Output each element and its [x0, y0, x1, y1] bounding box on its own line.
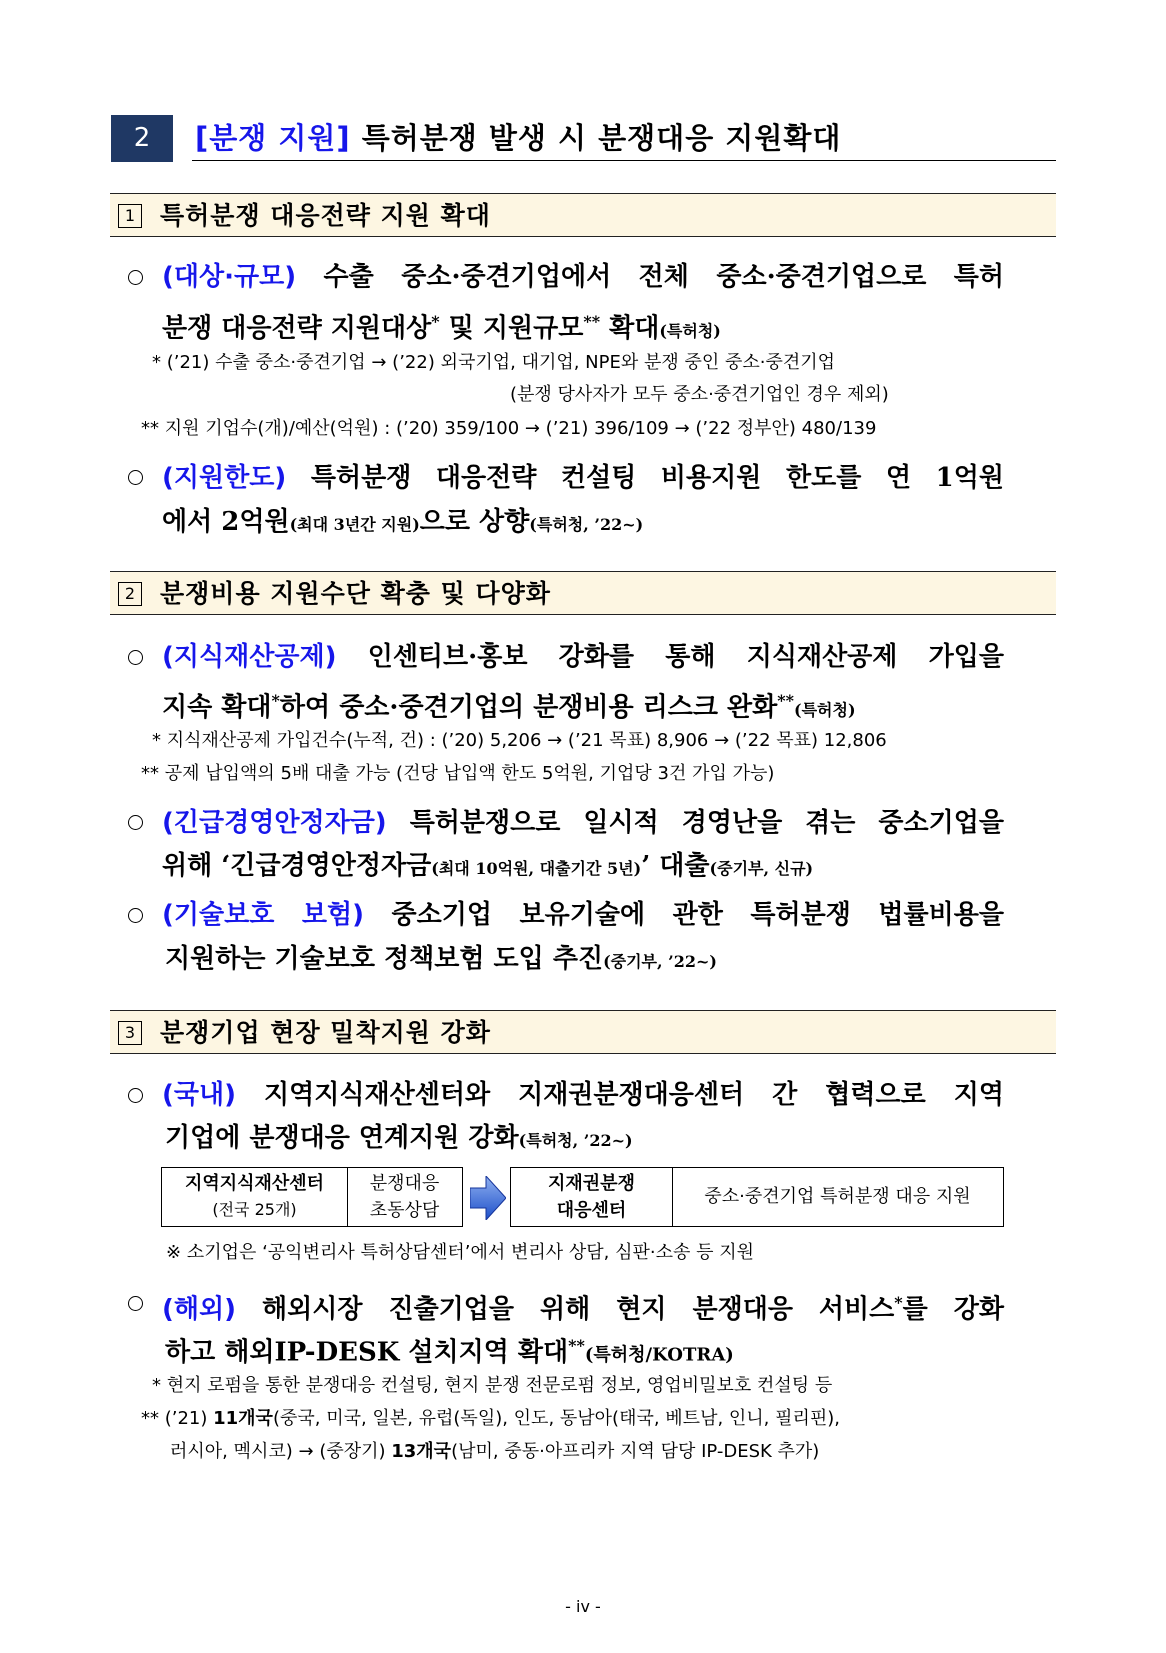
bullet-source: (특허청/KOTRA) — [584, 1344, 734, 1366]
paragraph-line — [165, 937, 717, 984]
bullet-text: 확대 — [600, 313, 660, 344]
flow-box-dispute-center — [510, 1167, 1004, 1227]
footnote: * (’21) 수출 중소·중견기업 → (’22) 외국기업, 대기업, NPE와 분쟁 중인 중소·중견기업 — [152, 352, 836, 373]
footnote-text: ** (’21) — [141, 1408, 214, 1429]
page-title — [195, 115, 841, 162]
footnote-mark: ** — [568, 1336, 585, 1355]
bullet-source: (중기부, 신규) — [709, 859, 814, 878]
section-number-badge: 2 — [111, 115, 173, 162]
bullet-text: 중소기업 보유기술에 관한 특허분쟁 법률비용을 — [364, 900, 1004, 930]
paragraph-line — [162, 679, 856, 733]
flow-label: 지역지식재산센터 — [184, 1173, 325, 1194]
bullet-text: 으로 상향 — [419, 507, 530, 537]
page-title-keyword: [분쟁 지원] — [195, 121, 351, 155]
section-title: 특허분쟁 대응전략 지원 확대 — [160, 201, 491, 230]
bullet-text: 지속 확대 — [162, 692, 272, 723]
footnote: * 현지 로펌을 통한 분쟁대응 컨설팅, 현지 분쟁 전문로펌 정보, 영업비밀보호 컨설팅 등 — [152, 1375, 833, 1396]
paragraph-line — [165, 1116, 633, 1163]
footnote: ** 공제 납입액의 5배 대출 가능 (건당 납입액 한도 5억원, 기업당 3건 가입 가능) — [141, 763, 775, 784]
section-number: 1 — [118, 204, 142, 228]
footnote — [141, 1406, 840, 1432]
bullet-circle — [128, 650, 143, 665]
paragraph-line — [162, 300, 721, 354]
flow-result: 중소·중견기업 특허분쟁 대응 지원 — [704, 1186, 971, 1207]
section-number: 2 — [118, 582, 142, 606]
paragraph-line — [162, 801, 1004, 845]
bullet-text: 및 지원규모 — [439, 313, 584, 344]
bullet-keyword: (대상·규모) — [162, 262, 297, 292]
bullet-text: 지역지식재산센터와 지재권분쟁대응센터 간 협력으로 지역 — [236, 1080, 1004, 1110]
bullet-text: 하고 해외IP-DESK 설치지역 확대 — [165, 1337, 569, 1368]
bullet-keyword: (국내) — [162, 1080, 236, 1110]
bullet-circle — [128, 1296, 143, 1311]
bullet-note: (최대 3년간 지원) — [289, 515, 420, 534]
section-header-1 — [110, 193, 1056, 237]
bullet-text: 위해 ‘긴급경영안정자금 — [162, 851, 432, 881]
footnote-text: 러시아, 멕시코) → (중장기) — [170, 1441, 392, 1462]
footnote-bold: 11개국 — [213, 1408, 273, 1429]
bullet-text: 인센티브·홍보 강화를 통해 지식재산공제 가입을 — [336, 642, 1004, 672]
paragraph-line — [162, 1073, 1004, 1117]
bullet-text: 수출 중소·중견기업에서 전체 중소·중견기업으로 특허 — [296, 262, 1004, 292]
bullet-source: (특허청, ’22~) — [518, 1131, 633, 1150]
footnote: * 지식재산공제 가입건수(누적, 건) : (’20) 5,206 → (’21 목표) 8,906 → (’22 목표) 12,806 — [152, 730, 887, 751]
bullet-source: (중기부, ’22~) — [603, 952, 717, 971]
footnote-mark: * — [431, 312, 440, 331]
flow-box-regional-center — [161, 1167, 463, 1227]
footnote-mark: * — [894, 1293, 903, 1312]
footnote — [170, 1439, 819, 1465]
footnote-bold: 13개국 — [391, 1441, 452, 1462]
flow-cell — [162, 1168, 348, 1226]
paragraph-line — [165, 1324, 734, 1378]
paragraph-line — [162, 255, 1004, 299]
bullet-text: 를 강화 — [902, 1294, 1004, 1325]
footnote-mark: ** — [777, 691, 794, 710]
bullet-text: 분쟁 대응전략 지원대상 — [162, 313, 432, 344]
flow-label: 초동상담 — [369, 1200, 440, 1221]
paragraph-line — [162, 456, 1004, 500]
footnote-mark: * — [271, 691, 280, 710]
bullet-circle — [128, 815, 143, 830]
flow-cell — [348, 1168, 461, 1226]
bullet-keyword: (지식재산공제) — [162, 642, 337, 672]
bullet-keyword: (긴급경영안정자금) — [162, 808, 387, 838]
section-header-2 — [110, 571, 1056, 615]
footnote: (분쟁 당사자가 모두 중소·중견기업인 경우 제외) — [510, 384, 889, 405]
section-header-3 — [110, 1010, 1056, 1054]
bullet-text: ’ 대출 — [641, 851, 710, 881]
bullet-text: 하여 중소·중견기업의 분쟁비용 리스크 완화 — [279, 692, 778, 723]
bullet-keyword: (해외) — [162, 1294, 236, 1325]
flow-sublabel: (전국 25개) — [212, 1200, 297, 1219]
bullet-text: 해외시장 진출기업을 위해 현지 분쟁대응 서비스 — [236, 1294, 895, 1325]
bullet-keyword: (기술보호 보험) — [162, 900, 364, 930]
paragraph-line — [162, 500, 643, 547]
bullet-source: (특허청, ’22~) — [529, 515, 644, 534]
footnote-text: (중국, 미국, 일본, 유럽(독일), 인도, 동남아(태국, 베트남, 인니, 필리핀), — [272, 1408, 841, 1429]
flow-label: 대응센터 — [556, 1200, 627, 1221]
bullet-source: (특허청) — [659, 321, 721, 341]
page-title-text: 특허분쟁 발생 시 분쟁대응 지원확대 — [350, 121, 842, 155]
flow-cell — [511, 1168, 673, 1226]
footnote-mark: ** — [583, 312, 601, 331]
bullet-circle — [128, 908, 143, 923]
bullet-text: 지원하는 기술보호 정책보험 도입 추진 — [165, 944, 604, 974]
bullet-text: 기업에 분쟁대응 연계지원 강화 — [165, 1123, 519, 1153]
flow-label: 분쟁대응 — [369, 1173, 440, 1194]
bullet-circle — [128, 1088, 143, 1103]
bullet-note: (최대 10억원, 대출기간 5년) — [431, 859, 642, 878]
flow-label: 지재권분쟁 — [548, 1173, 635, 1194]
bullet-circle — [128, 270, 143, 285]
bullet-circle — [128, 470, 143, 485]
paragraph-line — [162, 635, 1004, 679]
section-title: 분쟁기업 현장 밀착지원 강화 — [160, 1018, 491, 1047]
bullet-source: (특허청) — [794, 700, 856, 720]
page-number: - iv - — [565, 1597, 601, 1616]
paragraph-line — [162, 844, 813, 891]
bullet-text: 특허분쟁으로 일시적 경영난을 겪는 중소기업을 — [386, 808, 1004, 838]
flow-arrow-icon — [470, 1176, 506, 1220]
section-title: 분쟁비용 지원수단 확충 및 다양화 — [160, 579, 551, 608]
paragraph-line — [162, 893, 1004, 937]
section-number: 3 — [118, 1021, 142, 1045]
footnote-text: (남미, 중동·아프리카 지역 담당 IP-DESK 추가) — [451, 1441, 820, 1462]
bullet-keyword: (지원한도) — [162, 463, 287, 493]
title-underline — [192, 160, 1056, 161]
footnote: ** 지원 기업수(개)/예산(억원) : (’20) 359/100 → (’21) 396/109 → (’22 정부안) 480/139 — [141, 418, 877, 439]
bullet-text: 에서 2억원 — [162, 507, 290, 537]
reference-note: ※ 소기업은 ‘공익변리사 특허상담센터’에서 변리사 상담, 심판·소송 등 지원 — [166, 1242, 754, 1263]
bullet-text: 특허분쟁 대응전략 컨설팅 비용지원 한도를 연 1억원 — [286, 463, 1004, 493]
